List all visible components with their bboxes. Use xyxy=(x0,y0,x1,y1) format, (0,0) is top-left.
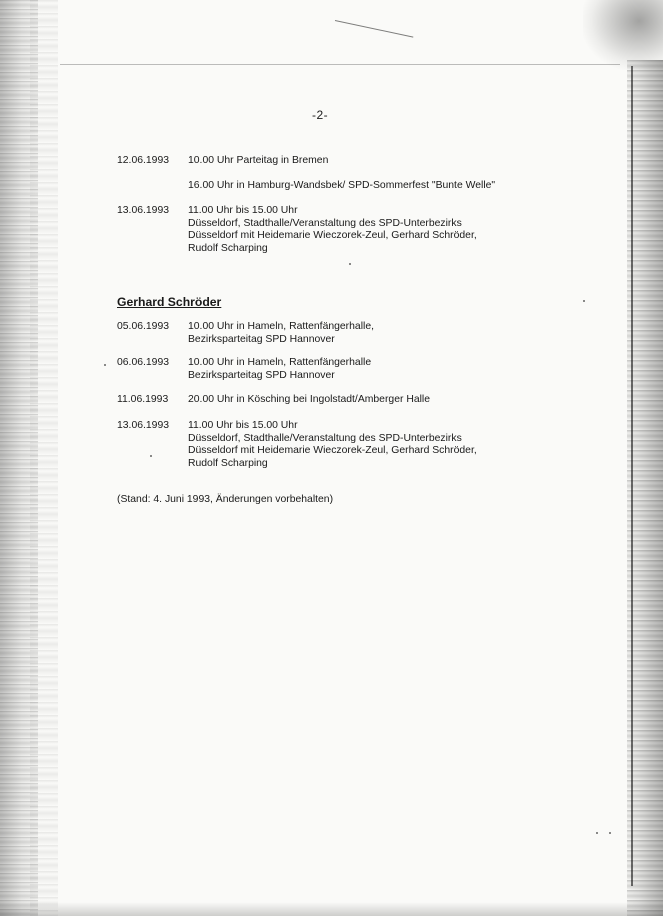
entry-text xyxy=(188,321,374,346)
entry-date: 13.06.1993 xyxy=(117,205,170,216)
entry-line: 11.00 Uhr bis 15.00 Uhr xyxy=(188,420,298,431)
entry-text xyxy=(188,394,430,407)
entry-date: 13.06.1993 xyxy=(117,420,170,431)
scan-speck xyxy=(609,832,611,834)
entry-line: 16.00 Uhr in Hamburg-Wandsbek/ SPD-Sommerfest "Bunte Welle" xyxy=(188,180,496,191)
page-number: -2- xyxy=(312,108,329,122)
scan-corner-smudge xyxy=(583,0,663,70)
entry-line: Düsseldorf mit Heidemarie Wieczorek-Zeul, Gerhard Schröder, xyxy=(188,445,477,457)
scan-speck xyxy=(349,263,351,265)
entry-line: Bezirksparteitag SPD Hannover xyxy=(188,333,335,345)
entry-date: 12.06.1993 xyxy=(117,155,170,166)
entry-date: 05.06.1993 xyxy=(117,321,170,332)
entry-line: 10.00 Uhr in Hameln, Rattenfängerhalle xyxy=(188,357,372,368)
scan-edge-left-noise xyxy=(30,0,58,916)
scan-edge-right-line xyxy=(631,66,633,886)
entry-date: 06.06.1993 xyxy=(117,357,170,368)
scan-speck xyxy=(150,455,152,457)
entry-line: Düsseldorf, Stadthalle/Veranstaltung des SPD-Unterbezirks xyxy=(188,432,462,444)
entry-text xyxy=(188,205,477,255)
entry-line: Bezirksparteitag SPD Hannover xyxy=(188,369,335,381)
scan-speck xyxy=(596,832,598,834)
entry-line: 10.00 Uhr Parteitag in Bremen xyxy=(188,155,329,166)
scan-stroke-mark xyxy=(335,20,413,38)
entry-line: Rudolf Scharping xyxy=(188,242,268,254)
entry-line: Düsseldorf, Stadthalle/Veranstaltung des SPD-Unterbezirks xyxy=(188,217,462,229)
entry-text xyxy=(188,357,371,382)
entry-text xyxy=(188,180,495,193)
entry-line: 10.00 Uhr in Hameln, Rattenfängerhalle, xyxy=(188,321,374,332)
entry-date: 11.06.1993 xyxy=(117,394,169,405)
entry-text xyxy=(188,155,328,168)
entry-text xyxy=(188,420,477,470)
scan-edge-bottom xyxy=(0,902,663,916)
footer-note: (Stand: 4. Juni 1993, Änderungen vorbehalten) xyxy=(117,494,334,505)
entry-line: 11.00 Uhr bis 15.00 Uhr xyxy=(188,205,298,216)
scan-top-fold-line xyxy=(60,64,620,65)
entry-line: 20.00 Uhr in Kösching bei Ingolstadt/Amberger Halle xyxy=(188,394,431,405)
scan-speck xyxy=(583,300,585,302)
scan-speck xyxy=(104,364,106,366)
section-heading: Gerhard Schröder xyxy=(117,295,222,309)
entry-line: Rudolf Scharping xyxy=(188,457,268,469)
entry-line: Düsseldorf mit Heidemarie Wieczorek-Zeul, Gerhard Schröder, xyxy=(188,230,477,242)
